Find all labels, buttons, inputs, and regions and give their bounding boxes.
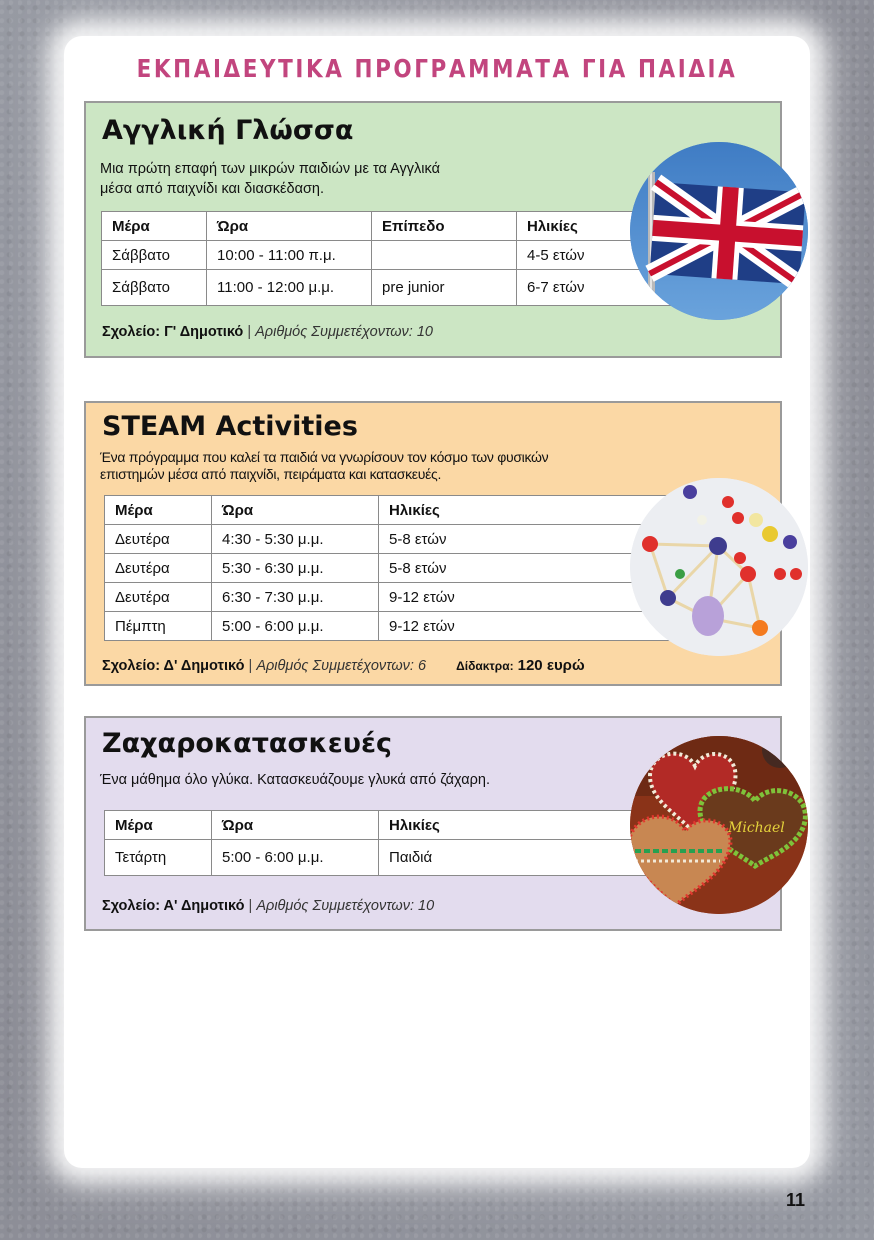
- uk-flag-icon: [630, 142, 808, 320]
- page-title: ΕΚΠΑΙΔΕΥΤΙΚΑ ΠΡΟΓΡΑΜΜΑΤΑ ΓΙΑ ΠΑΙΔΙΑ: [136, 54, 738, 83]
- fee-value: 120 ευρώ: [517, 657, 585, 674]
- table-row: Δευτέρα 5:30 - 6:30 μ.μ. 5-8 ετών: [105, 554, 768, 583]
- table-header-row: Μέρα Ώρα Ηλικίες: [105, 811, 768, 840]
- table-header-row: Μέρα Ώρα Ηλικίες: [105, 496, 768, 525]
- table-header-row: Μέρα Ώρα Επίπεδο Ηλικίες: [102, 212, 765, 241]
- page-number: 11: [786, 1190, 806, 1210]
- section-title: Ζαχαροκατασκευές: [102, 728, 392, 759]
- section-footer: Σχολείο: Δ' Δημοτικό | Αριθμός Συμμετέχοντων: 6 Δίδακτρα: 120 ευρώ: [102, 657, 585, 674]
- section-description: Μια πρώτη επαφή των μικρών παιδιών με τα Αγγλικά μέσα από παιχνίδι και διασκέδαση.: [100, 161, 440, 197]
- svg-text:Michael: Michael: [728, 820, 785, 836]
- table-row: Τετάρτη 5:00 - 6:00 μ.μ. Παιδιά: [105, 840, 768, 876]
- table-row: Πέμπτη 5:00 - 6:00 μ.μ. 9-12 ετών: [105, 612, 768, 641]
- table-row: Σάββατο 11:00 - 12:00 μ.μ. pre junior 6-7 ετών: [102, 270, 765, 306]
- section-footer: Σχολείο: Α' Δημοτικό | Αριθμός Συμμετέχοντων: 10: [102, 898, 435, 914]
- section-title: STEAM Activities: [102, 411, 358, 442]
- table-row: Δευτέρα 4:30 - 5:30 μ.μ. 5-8 ετών: [105, 525, 768, 554]
- section-footer: Σχολείο: Γ' Δημοτικό | Αριθμός Συμμετέχοντων: 10: [102, 324, 433, 340]
- section-description: Ένα πρόγραμμα που καλεί τα παιδιά να γνωρίσουν τον κόσμο των φυσικών επιστημών μέσα από παιχνίδι, πειράματα και κατασκευές.: [100, 449, 549, 482]
- fee-label: Δίδακτρα:: [456, 659, 514, 673]
- table-row: Δευτέρα 6:30 - 7:30 μ.μ. 9-12 ετών: [105, 583, 768, 612]
- table-row: Σάββατο 10:00 - 11:00 π.μ. 4-5 ετών: [102, 241, 765, 270]
- gingerbread-hearts-icon: [630, 736, 808, 914]
- section-title: Αγγλική Γλώσσα: [102, 115, 354, 146]
- gumdrop-structure-icon: [630, 478, 808, 656]
- section-description: Ένα μάθημα όλο γλύκα. Κατασκευάζουμε γλυκά από ζάχαρη.: [100, 772, 490, 788]
